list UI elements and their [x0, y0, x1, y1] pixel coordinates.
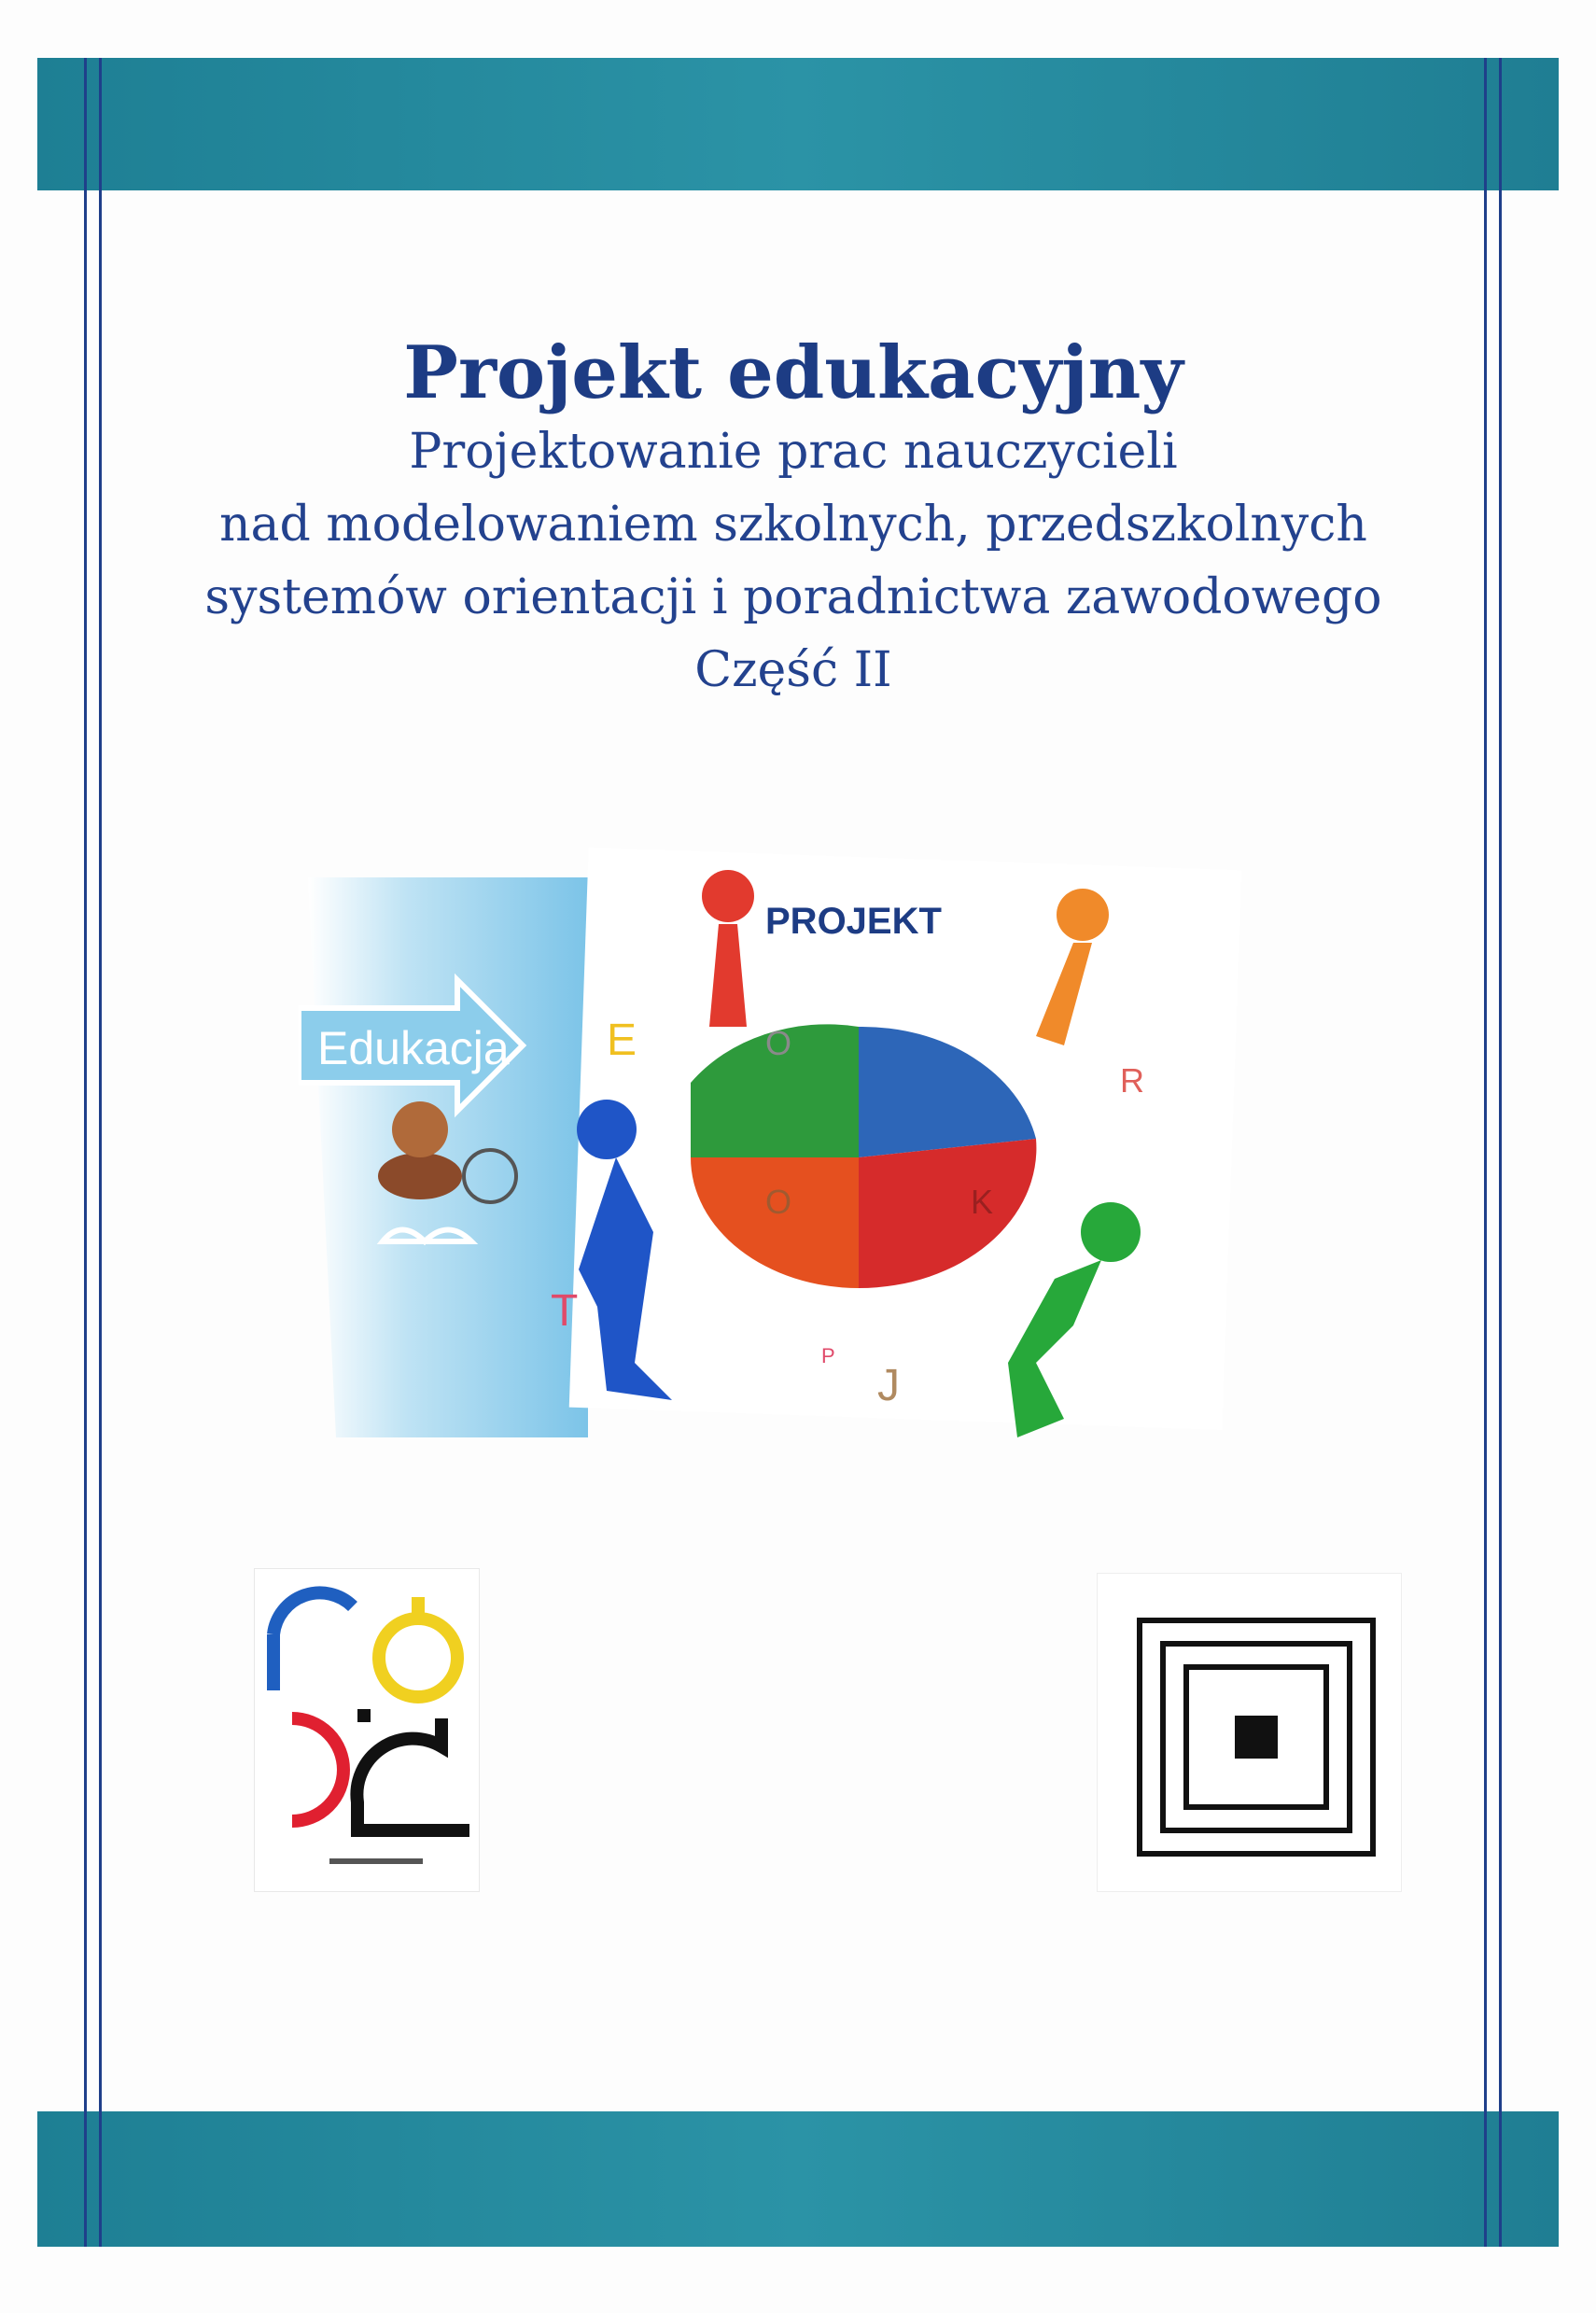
letter-e: E: [607, 1016, 637, 1065]
bottom-banner: [37, 2111, 1559, 2247]
sign-text: Edukacja: [317, 1022, 510, 1074]
letter-k: K: [971, 1183, 994, 1221]
project-illustration: [299, 840, 1251, 1475]
letter-p: P: [821, 1344, 835, 1367]
organization-logo-right: [1097, 1573, 1402, 1892]
title-block: [103, 331, 1484, 707]
letter-j: J: [877, 1361, 900, 1410]
subtitle-line-4: Część II: [694, 642, 892, 698]
organization-logo-left: [254, 1568, 480, 1892]
letter-t: T: [551, 1286, 579, 1336]
subtitle-line-2: nad modelowaniem szkolnych, przedszkolnych: [219, 497, 1367, 553]
border-line-left-outer: [84, 58, 87, 2247]
border-line-right-outer: [1499, 58, 1502, 2247]
subtitle-line-3: systemów orientacji i poradnictwa zawodowego: [204, 569, 1382, 625]
puzzle-word: PROJEKT: [765, 901, 942, 942]
subtitle-line-1: Projektowanie prac nauczycieli: [409, 424, 1178, 480]
letter-o-2: O: [765, 1183, 792, 1221]
border-line-left-inner: [99, 58, 102, 2247]
top-banner: [37, 58, 1559, 190]
letter-o: O: [765, 1024, 792, 1062]
sky-panel: [308, 877, 588, 1437]
document-title: Projekt edukacyjny: [403, 330, 1183, 415]
letter-r: R: [1120, 1061, 1144, 1100]
border-line-right-inner: [1484, 58, 1487, 2247]
